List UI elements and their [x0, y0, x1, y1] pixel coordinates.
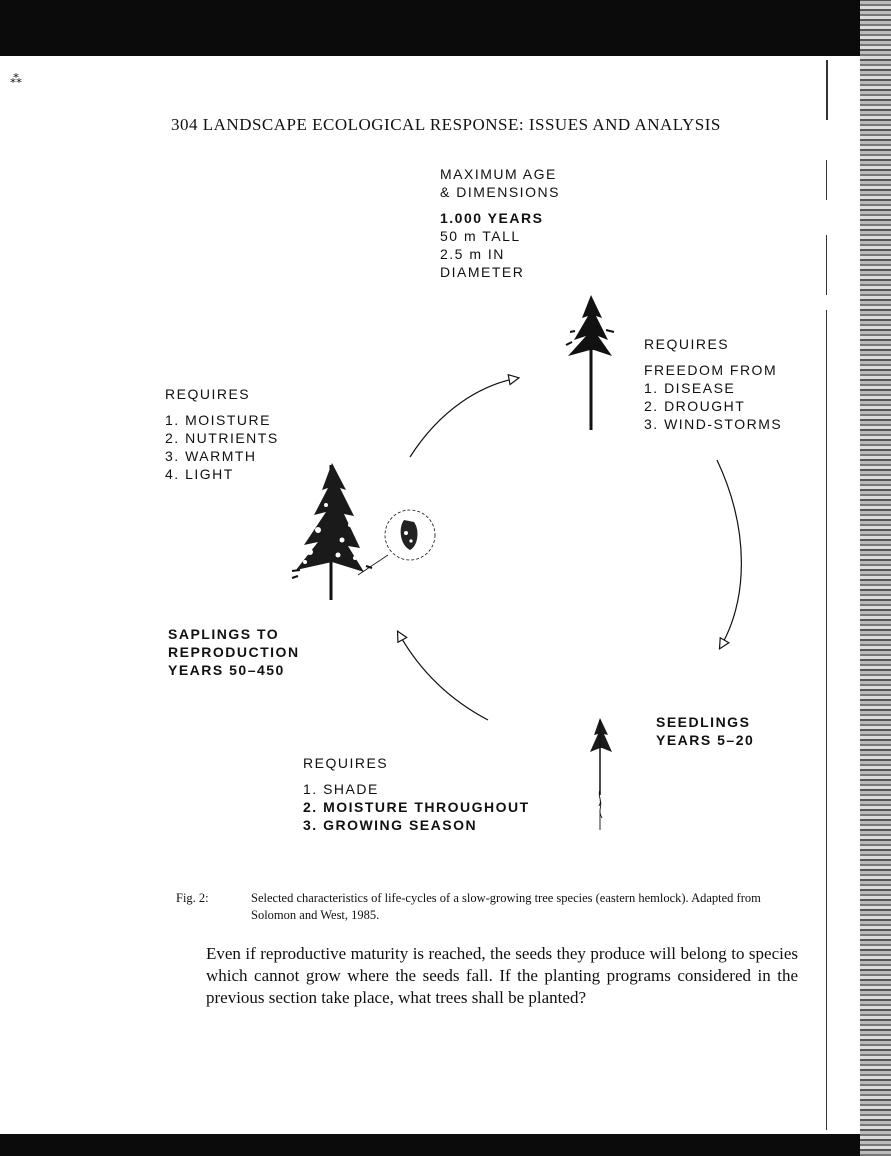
- scan-speck-icon: ⁂: [10, 72, 22, 86]
- stage-line: REPRODUCTION: [168, 644, 300, 660]
- figure-caption: [176, 890, 804, 924]
- body-paragraph: Even if reproductive maturity is reached, the seeds they produce will belong to species which cannot grow where the seeds fall. If the planting programs considered in the previous section take place, what trees shall be planted?: [206, 944, 798, 1007]
- stage-line: SAPLINGS TO: [168, 626, 280, 642]
- requirement-item: 4. LIGHT: [165, 466, 234, 482]
- requires-heading: REQUIRES: [165, 386, 251, 402]
- cycle-arrow-icon: [717, 460, 741, 648]
- requires-heading: REQUIRES: [644, 336, 730, 352]
- requirement-item: 1. SHADE: [303, 781, 379, 797]
- freedom-from-heading: FREEDOM FROM: [644, 362, 778, 378]
- cycle-arrow-icon: [398, 632, 488, 720]
- sapling-tree-icon: [292, 463, 372, 600]
- requirement-item: 1. DISEASE: [644, 380, 736, 396]
- stage-line: SEEDLINGS: [656, 714, 751, 730]
- max-age-title: & DIMENSIONS: [440, 184, 560, 200]
- saplings-stage-label: [168, 625, 300, 679]
- requirement-item: 2. NUTRIENTS: [165, 430, 279, 446]
- requirement-item: 3. GROWING SEASON: [303, 817, 478, 833]
- requirement-item: 2. DROUGHT: [644, 398, 746, 414]
- max-age-value: 1.000 YEARS: [440, 210, 544, 226]
- seedlings-stage-label: [656, 713, 754, 749]
- max-age-title: MAXIMUM AGE: [440, 166, 557, 182]
- seed-cone-icon: [358, 510, 435, 575]
- max-age-block: [440, 165, 560, 281]
- seedling-icon: [590, 718, 612, 830]
- sapling-requires-block: [165, 385, 279, 483]
- requirement-item: 2. MOISTURE THROUGHOUT: [303, 799, 530, 815]
- figure-label: Fig. 2:: [176, 891, 209, 905]
- max-age-value: 2.5 m IN: [440, 246, 505, 262]
- requirement-item: 3. WARMTH: [165, 448, 257, 464]
- page-header: 304 LANDSCAPE ECOLOGICAL RESPONSE: ISSUES AND ANALYSIS: [171, 115, 721, 134]
- max-age-value: DIAMETER: [440, 264, 525, 280]
- cycle-arrow-icon: [410, 378, 518, 457]
- seedling-requires-block: [303, 754, 530, 834]
- mature-tree-icon: [566, 295, 614, 430]
- requires-heading: REQUIRES: [303, 755, 389, 771]
- requirement-item: 1. MOISTURE: [165, 412, 271, 428]
- requirement-item: 3. WIND-STORMS: [644, 416, 783, 432]
- stage-line: YEARS 5–20: [656, 732, 755, 748]
- stage-line: YEARS 50–450: [168, 662, 285, 678]
- max-age-value: 50 m TALL: [440, 228, 521, 244]
- caption-text: Selected characteristics of life-cycles of a slow-growing tree species (eastern hemlock). Adapted from Solomon and West, 1985.: [251, 891, 761, 922]
- mature-requires-block: [644, 335, 782, 433]
